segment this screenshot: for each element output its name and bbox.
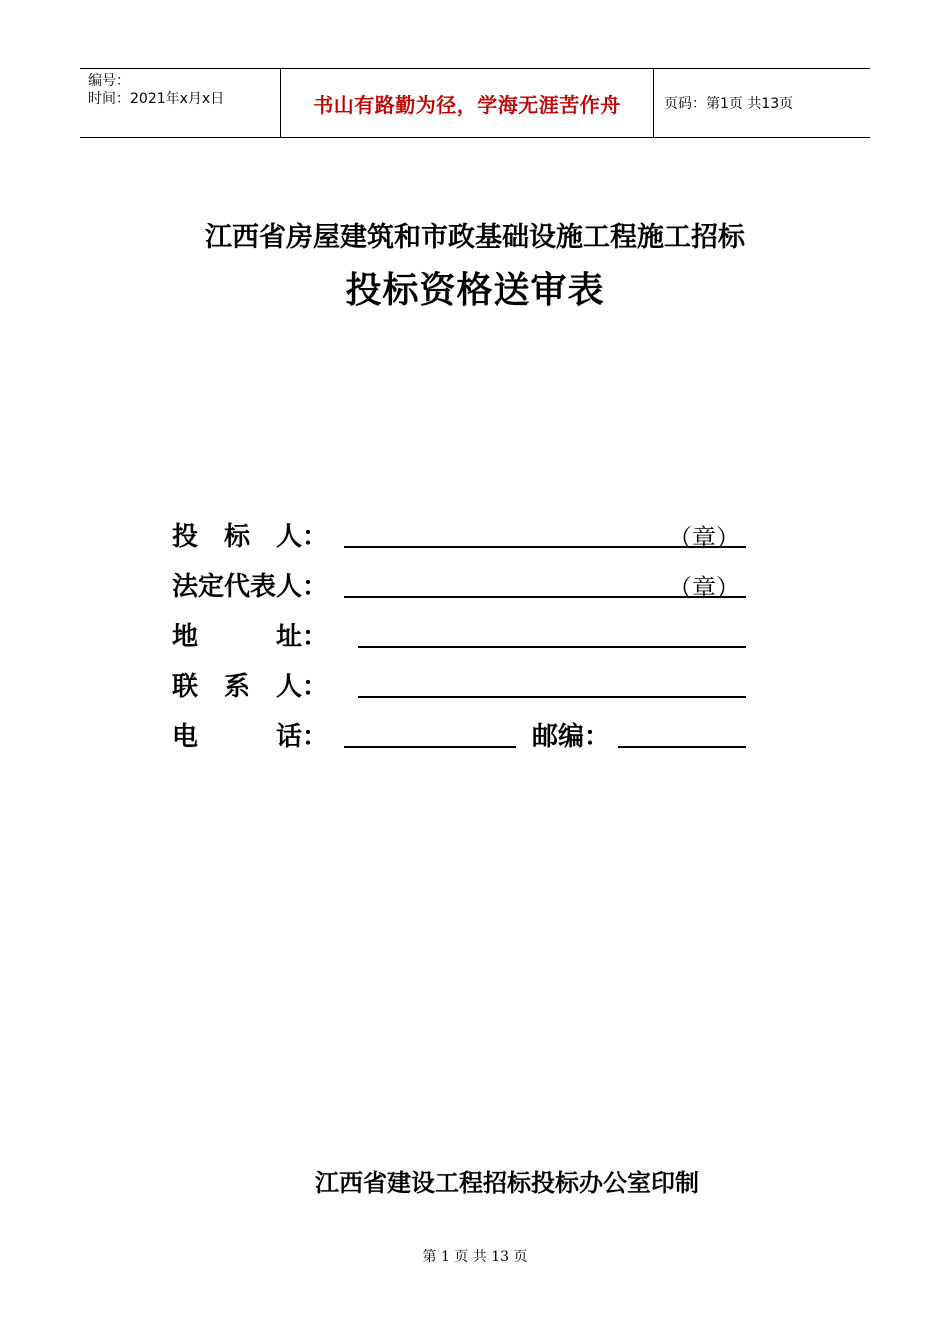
bidder-row: [172, 510, 752, 560]
contact-label: 联 系 人：: [172, 672, 329, 702]
legal-rep-seal-label: （章）: [668, 574, 740, 602]
document-number-label: 编号：: [88, 73, 130, 89]
bidder-seal-label: （章）: [668, 524, 740, 552]
legal-rep-label: 法定代表人：: [172, 572, 329, 602]
phone-label: 电 话：: [172, 722, 329, 752]
applicant-form: [172, 510, 752, 760]
contact-row: [172, 660, 752, 710]
header-meta-cell: [80, 69, 281, 137]
legal-rep-row: [172, 560, 752, 610]
contact-field[interactable]: [358, 696, 746, 698]
header-page-cell: [654, 69, 870, 137]
bidder-label: 投 标 人：: [172, 522, 329, 552]
address-label: 地 址：: [172, 622, 329, 652]
printer-credit: 江西省建设工程招标投标办公室印制: [315, 1168, 699, 1197]
phone-field[interactable]: [344, 746, 516, 748]
postcode-field[interactable]: [618, 746, 746, 748]
document-header: [80, 68, 870, 138]
document-title-line1: 江西省房屋建筑和市政基础设施工程施工招标: [205, 222, 745, 253]
page-footer: 第 1 页 共 13 页: [422, 1249, 528, 1265]
header-motto: 书山有路勤为径，学海无涯苦作舟: [313, 92, 621, 117]
address-field[interactable]: [358, 646, 746, 648]
document-time-label: 时间：2021年x月x日: [88, 91, 225, 107]
phone-row: [172, 710, 752, 760]
postcode-label: 邮编：: [532, 722, 611, 752]
address-row: [172, 610, 752, 660]
header-page-info: 页码：第1页 共13页: [664, 96, 794, 112]
document-title-line2: 投标资格送审表: [345, 269, 605, 311]
header-motto-cell: [281, 69, 654, 137]
